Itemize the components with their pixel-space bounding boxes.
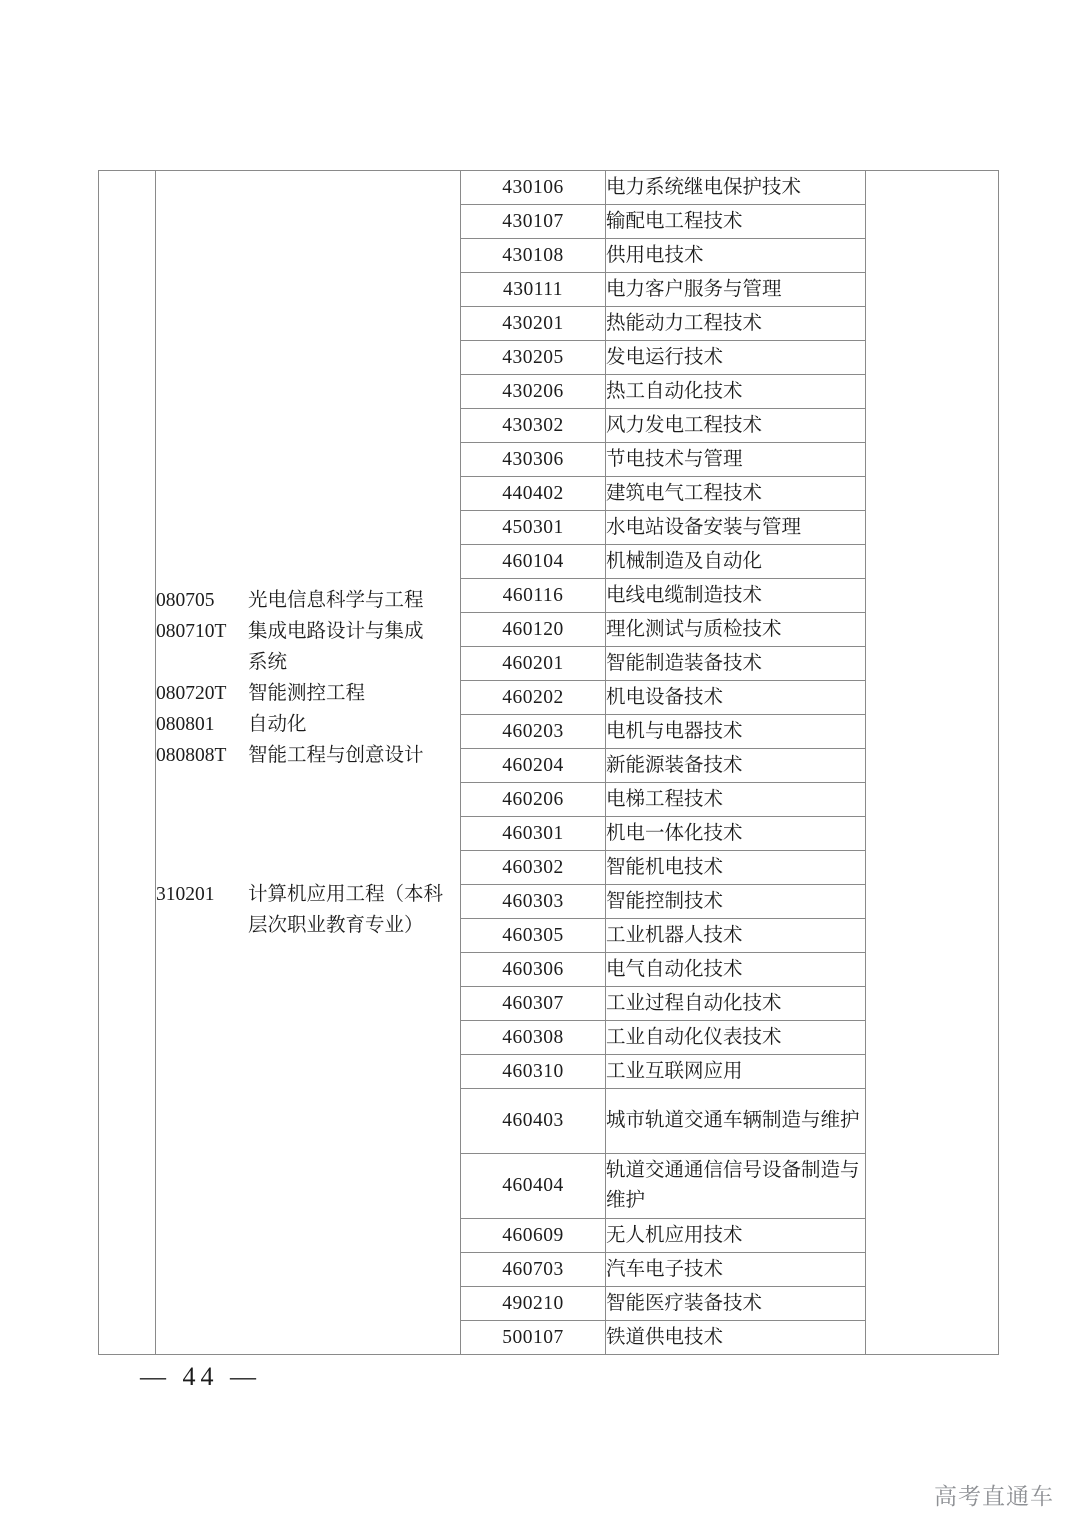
left-spacer-cell (99, 171, 156, 1355)
vocational-name-cell: 电力客户服务与管理 (606, 273, 866, 307)
vocational-code-cell: 460201 (461, 647, 606, 681)
vocational-name-cell: 智能医疗装备技术 (606, 1287, 866, 1321)
vocational-name-cell: 城市轨道交通车辆制造与维护 (606, 1089, 866, 1154)
vocational-code-cell: 440402 (461, 477, 606, 511)
vocational-name-cell: 轨道交通通信信号设备制造与维护 (606, 1154, 866, 1219)
vocational-name-cell: 机电设备技术 (606, 681, 866, 715)
vocational-name-cell: 工业过程自动化技术 (606, 987, 866, 1021)
vocational-code-cell: 430106 (461, 171, 606, 205)
vocational-code-cell: 490210 (461, 1287, 606, 1321)
vocational-code-cell: 460404 (461, 1154, 606, 1219)
vocational-code-cell: 460703 (461, 1253, 606, 1287)
major-code: 080720T (156, 682, 227, 704)
vocational-name-cell: 节电技术与管理 (606, 443, 866, 477)
vocational-name-cell: 供用电技术 (606, 239, 866, 273)
vocational-name-cell: 汽车电子技术 (606, 1253, 866, 1287)
undergraduate-major-cell (156, 171, 461, 1355)
vocational-code-cell: 430302 (461, 409, 606, 443)
vocational-code-cell: 430201 (461, 307, 606, 341)
major-line (156, 740, 460, 771)
major-correspondence-table (98, 170, 999, 1355)
vocational-name-cell: 铁道供电技术 (606, 1321, 866, 1355)
vocational-code-cell: 460609 (461, 1219, 606, 1253)
vocational-name-cell: 智能机电技术 (606, 851, 866, 885)
major-code: 310201 (156, 883, 215, 905)
vocational-name-cell: 机电一体化技术 (606, 817, 866, 851)
major-line (156, 585, 460, 616)
vocational-code-cell: 460302 (461, 851, 606, 885)
major-code: 080808T (156, 744, 227, 766)
vocational-name-cell: 电力系统继电保护技术 (606, 171, 866, 205)
major-block (156, 879, 460, 941)
vocational-code-cell: 430306 (461, 443, 606, 477)
vocational-name-cell: 输配电工程技术 (606, 205, 866, 239)
vocational-name-cell: 电机与电器技术 (606, 715, 866, 749)
vocational-code-cell: 460308 (461, 1021, 606, 1055)
vocational-code-cell: 460206 (461, 783, 606, 817)
major-name: 智能测控工程 (248, 682, 366, 704)
major-name: 光电信息科学与工程 (248, 589, 424, 611)
major-line (156, 879, 460, 910)
vocational-code-cell: 430107 (461, 205, 606, 239)
major-name: 系统 (248, 651, 288, 673)
major-code: 080801 (156, 713, 215, 735)
vocational-code-cell: 430108 (461, 239, 606, 273)
vocational-name-cell: 建筑电气工程技术 (606, 477, 866, 511)
vocational-code-cell: 460403 (461, 1089, 606, 1154)
major-name: 集成电路设计与集成 (248, 620, 424, 642)
vocational-code-cell: 450301 (461, 511, 606, 545)
major-line (156, 647, 460, 678)
vocational-name-cell: 发电运行技术 (606, 341, 866, 375)
vocational-code-cell: 460310 (461, 1055, 606, 1089)
vocational-name-cell: 热能动力工程技术 (606, 307, 866, 341)
vocational-name-cell: 工业机器人技术 (606, 919, 866, 953)
vocational-code-cell: 460202 (461, 681, 606, 715)
right-spacer-cell (866, 171, 999, 1355)
major-line (156, 678, 460, 709)
table-row (99, 171, 999, 205)
vocational-name-cell: 热工自动化技术 (606, 375, 866, 409)
vocational-name-cell: 无人机应用技术 (606, 1219, 866, 1253)
page-number: — 44 — (140, 1362, 261, 1391)
vocational-name-cell: 电气自动化技术 (606, 953, 866, 987)
vocational-code-cell: 500107 (461, 1321, 606, 1355)
vocational-code-cell: 460203 (461, 715, 606, 749)
vocational-code-cell: 460305 (461, 919, 606, 953)
major-block (156, 585, 460, 771)
vocational-name-cell: 新能源装备技术 (606, 749, 866, 783)
vocational-code-cell: 460303 (461, 885, 606, 919)
vocational-code-cell: 460104 (461, 545, 606, 579)
vocational-code-cell: 460306 (461, 953, 606, 987)
major-name: 层次职业教育专业） (248, 914, 424, 936)
major-line (156, 910, 460, 941)
major-code: 080705 (156, 589, 215, 611)
major-line (156, 709, 460, 740)
vocational-name-cell: 智能制造装备技术 (606, 647, 866, 681)
major-name: 自动化 (248, 713, 307, 735)
vocational-code-cell: 430111 (461, 273, 606, 307)
vocational-code-cell: 430206 (461, 375, 606, 409)
vocational-code-cell: 460116 (461, 579, 606, 613)
vocational-name-cell: 工业自动化仪表技术 (606, 1021, 866, 1055)
vocational-name-cell: 电线电缆制造技术 (606, 579, 866, 613)
major-line (156, 616, 460, 647)
vocational-code-cell: 460307 (461, 987, 606, 1021)
vocational-code-cell: 430205 (461, 341, 606, 375)
major-name: 智能工程与创意设计 (248, 744, 424, 766)
vocational-name-cell: 水电站设备安装与管理 (606, 511, 866, 545)
vocational-name-cell: 机械制造及自动化 (606, 545, 866, 579)
watermark: 高考直通车 (934, 1483, 1054, 1509)
vocational-code-cell: 460120 (461, 613, 606, 647)
major-block-gap (156, 771, 460, 879)
vocational-name-cell: 风力发电工程技术 (606, 409, 866, 443)
vocational-name-cell: 电梯工程技术 (606, 783, 866, 817)
major-name: 计算机应用工程（本科 (248, 883, 444, 905)
vocational-name-cell: 工业互联网应用 (606, 1055, 866, 1089)
major-code: 080710T (156, 620, 227, 642)
vocational-code-cell: 460204 (461, 749, 606, 783)
vocational-code-cell: 460301 (461, 817, 606, 851)
vocational-name-cell: 理化测试与质检技术 (606, 613, 866, 647)
vocational-name-cell: 智能控制技术 (606, 885, 866, 919)
